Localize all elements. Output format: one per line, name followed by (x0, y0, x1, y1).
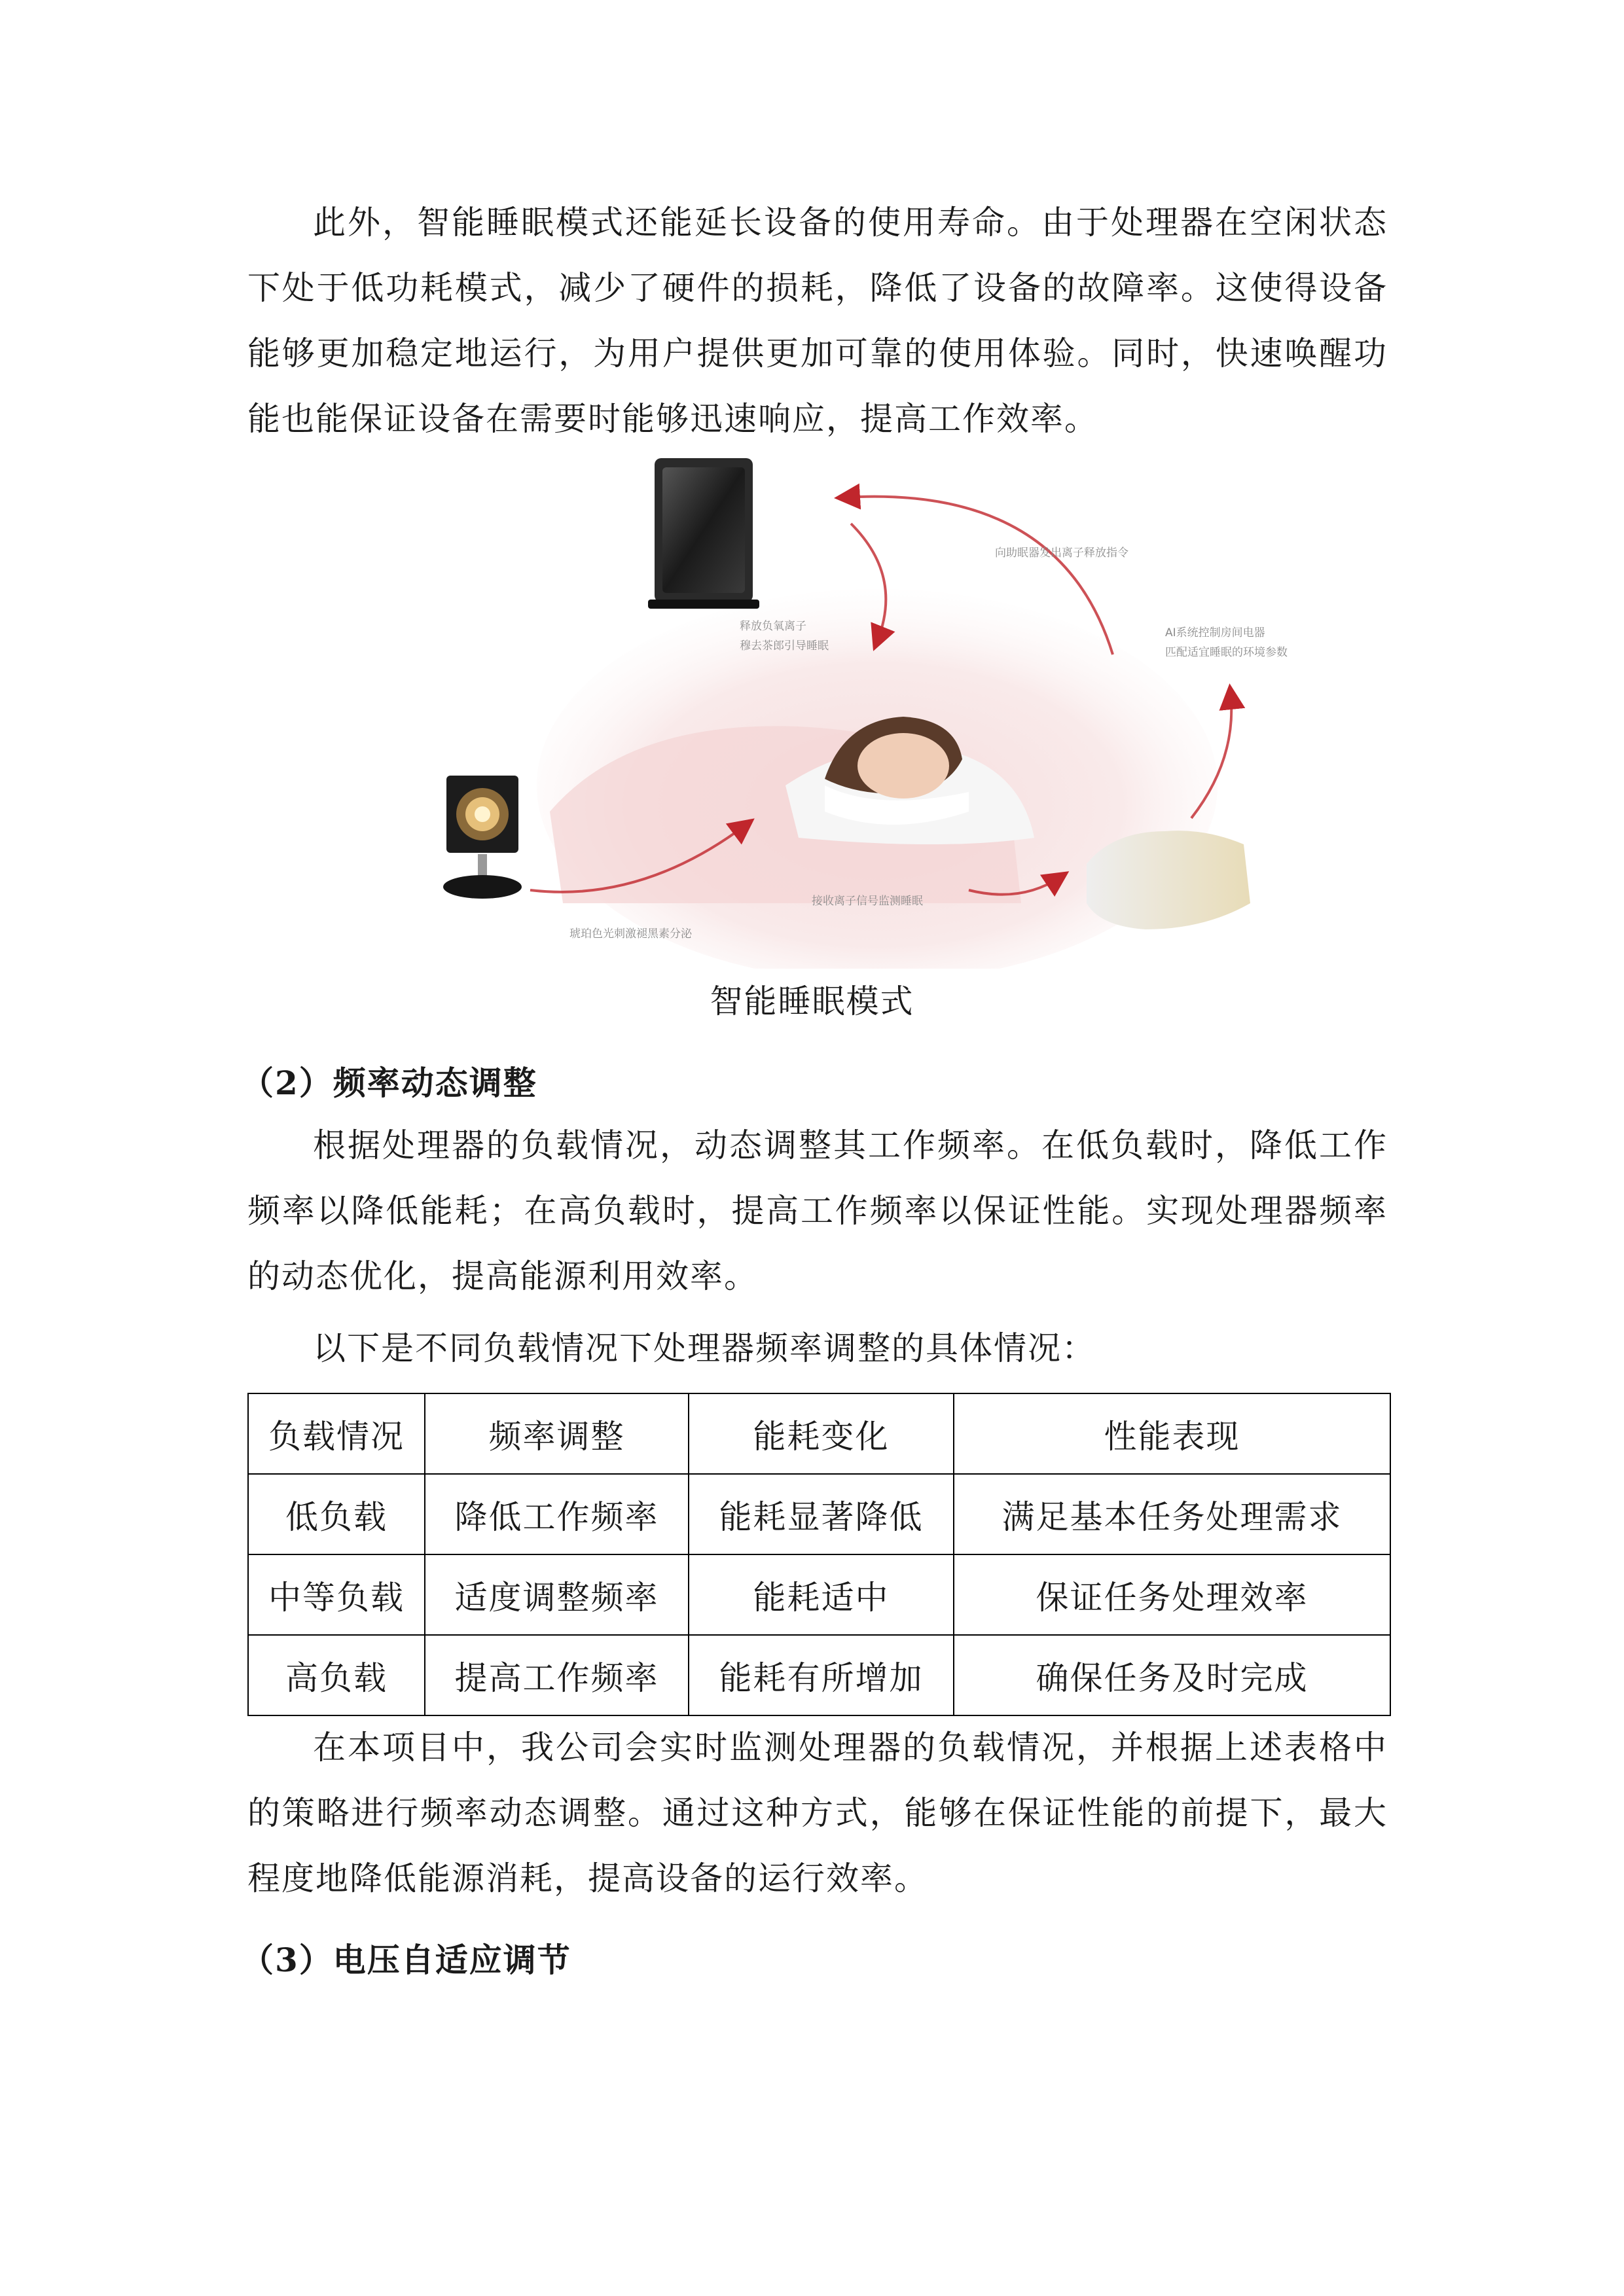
table-cell: 满足基本任务处理需求 (954, 1474, 1390, 1554)
paragraph-table-intro: 以下是不同负载情况下处理器频率调整的具体情况： (313, 1329, 1096, 1367)
label-bottom-left: 琥珀色光刺激褪黑素分泌 (569, 927, 692, 941)
table-cell: 降低工作频率 (425, 1474, 689, 1554)
air-purifier-device (648, 458, 759, 609)
label-top-right: 向助眠器发出离子释放指令 (995, 547, 1128, 560)
header-energy: 能耗变化 (689, 1393, 954, 1474)
table-cell: 保证任务处理效率 (954, 1554, 1390, 1635)
label-right-1: AI系统控制房间电器 (1165, 626, 1265, 639)
table-cell: 能耗适中 (689, 1554, 954, 1635)
header-performance: 性能表现 (954, 1393, 1390, 1474)
header-load: 负载情况 (248, 1393, 425, 1474)
table-cell: 能耗有所增加 (689, 1635, 954, 1715)
table-cell: 提高工作频率 (425, 1635, 689, 1715)
smart-sleep-illustration (432, 445, 1335, 969)
table-cell: 低负载 (248, 1474, 425, 1554)
label-bottom-mid: 接收离子信号监测睡眠 (812, 895, 923, 908)
table-cell: 中等负载 (248, 1554, 425, 1635)
paragraph-device-lifespan: 此外，智能睡眠模式还能延长设备的使用寿命。由于处理器在空闲状态下处于低功耗模式，减少了硬件的损耗，降低了设备的故障率。这使得设备能够更加稳定地运行，为用户提供更加可靠的使用体验。同时，快速唤醒功能也能保证设备在需要时能够迅速响应，提高工作效率。 (247, 204, 1388, 438)
smart-sleep-mode-figure (432, 445, 1335, 969)
table-cell: 确保任务及时完成 (954, 1635, 1390, 1715)
amber-light-lamp (443, 776, 522, 899)
table-row (248, 1554, 1390, 1635)
header-frequency: 频率调整 (425, 1393, 689, 1474)
paragraph-frequency-adjust: 根据处理器的负载情况，动态调整其工作频率。在低负载时，降低工作频率以降低能耗；在高负载时，提高工作频率以保证性能。实现处理器频率的动态优化，提高能源利用效率。 (247, 1126, 1388, 1295)
label-left-mid-1: 释放负氧离子 (740, 620, 806, 633)
smart-pillow (1087, 831, 1250, 929)
table-row (248, 1474, 1390, 1554)
table-cell: 能耗显著降低 (689, 1474, 954, 1554)
table-row (248, 1635, 1390, 1715)
table-header-row (248, 1393, 1390, 1474)
label-left-mid-2: 穆去茶郎引导睡眠 (740, 639, 829, 653)
paragraph-project-monitoring: 在本项目中，我公司会实时监测处理器的负载情况，并根据上述表格中的策略进行频率动态调整。通过这种方式，能够在保证性能的前提下，最大程度地降低能源消耗，提高设备的运行效率。 (247, 1729, 1388, 1897)
table-cell: 高负载 (248, 1635, 425, 1715)
section-heading-frequency: （2）频率动态调整 (241, 1064, 537, 1102)
section-heading-voltage: （3）电压自适应调节 (241, 1941, 571, 1979)
table-cell: 适度调整频率 (425, 1554, 689, 1635)
figure-caption: 智能睡眠模式 (710, 982, 914, 1020)
frequency-adjustment-table (247, 1393, 1391, 1716)
label-right-2: 匹配适宜睡眠的环境参数 (1165, 646, 1288, 659)
